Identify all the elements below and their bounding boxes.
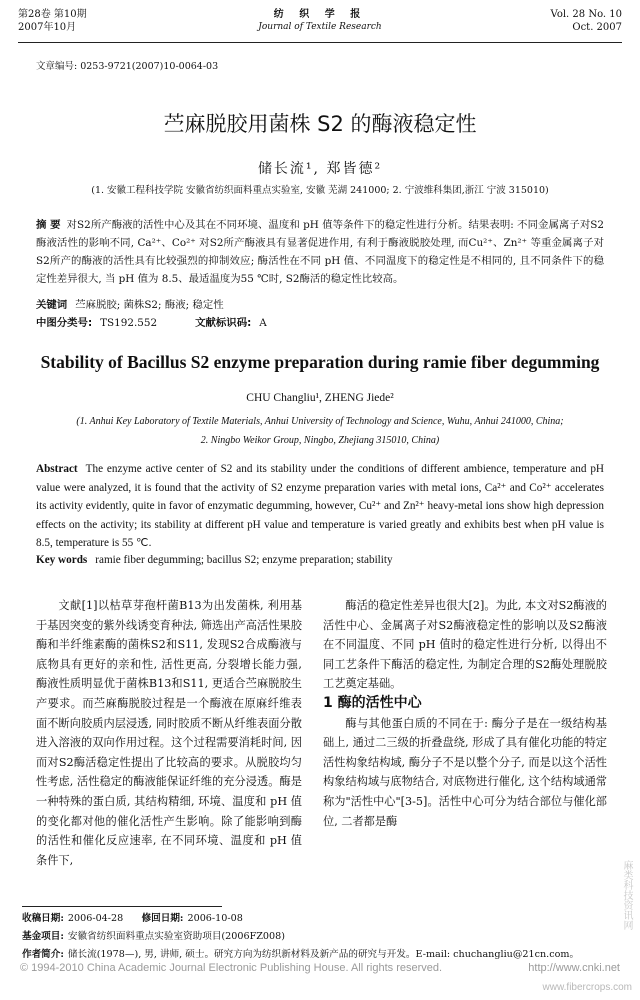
footnote-dates [22, 910, 618, 928]
article-number: 文章编号: 0253-9721(2007)10-0064-03 [36, 61, 219, 72]
header-center [18, 8, 622, 34]
affiliation-en [30, 412, 610, 450]
keywords-cn-label: 关键词 [36, 299, 68, 311]
authors-cn: 储长流¹, 郑皆德² [257, 161, 383, 177]
abstract-cn [36, 216, 604, 288]
abstract-cn-text: 对S2所产酶液的活性中心及其在不同环境、温度和 pH 值等条件下的稳定性进行分析。结果表明: 不同金属离子对S2酶液活性的影响不同, Ca²⁺、Co²⁺ 对S2所产酶液具有显著促进作用, 有利于酶液脱胶处理, 而Cu²⁺、Zn²⁺ 等重金属离子对S2所产的酶液的活性具有比较强烈的抑制效应; 酶活性在不同 pH 值、不同温度下的稳定性是不相同的, 且不同条件下的稳定性差异很大, 当 pH 值为 8.5、最适温度为55 ℃时, S2酶活的稳定性比较高。 [36, 219, 604, 285]
affiliation-cn: (1. 安徽工程科技学院 安徽省纺织面料重点实验室, 安徽 芜湖 241000; 2. 宁波维科集团,浙江 宁波 315010) [91, 185, 549, 196]
classification-label: 中图分类号: [36, 317, 93, 329]
watermark [608, 860, 636, 1000]
page-header [18, 8, 622, 46]
title-en: Stability of Bacillus S2 enzyme preparation during ramie fiber degumming [40, 352, 600, 372]
abstract-en-label: Abstract [36, 463, 78, 475]
revised-date: 2006-10-08 [187, 913, 243, 924]
copyright-line [20, 962, 620, 974]
authors-en: CHU Changliu¹, ZHENG Jiede² [246, 392, 394, 404]
watermark-text-cn: 麻类科技资讯网 [621, 860, 632, 930]
copyright-text: © 1994-2010 China Academic Journal Electronic Publishing House. All rights reserved. [20, 962, 443, 974]
abstract-en-text: The enzyme active center of S2 and its stability under the conditions of different ambience, temperature and pH value were analyzed, it is found that the activity of S2 enzyme preparation varies with metal ions, Ca²⁺ and Co²⁺ accelerates its activity evidently, quite in favor of enzymatic degumming, however, Cu²⁺ and Zn²⁺ heavy-metal ions show high depression effects on the activity; its stability at different pH value and temperature is varied greatly and exhibits best when pH value is 8.5, temperature is 55 ℃. [36, 463, 604, 550]
doc-code-label: 文献标识码: [195, 317, 252, 329]
body-paragraph: 酶活的稳定性差异也很大[2]。为此, 本文对S2酶液的活性中心、金属离子对S2酶液稳定性的影响以及S2酶液在不同温度、不同 pH 值时的稳定性进行分析, 以得出不同工艺条件下酶活的稳定性, 为制定合理的S2酶处理脱胶工艺奠定基础。 [323, 599, 607, 691]
header-rule [18, 42, 622, 43]
watermark-url: www.fibercrops.com [542, 982, 632, 993]
body-paragraph: 酶与其他蛋白质的不同在于: 酶分子是在一级结构基础上, 通过二三级的折叠盘绕, 形成了具有催化功能的特定活性构象结构域, 酶分子不是以整个分子, 而是以这个活性构象结构域与底物结合, 对底物进行催化, 这个结构域通常称为"活性中心"[3-5]。活性中心可分为结合部位与催化部位, 二者都是酶 [323, 716, 607, 828]
footnote-rule [22, 906, 222, 907]
footnote-fund [22, 928, 618, 946]
body-paragraph: 文献[1]以枯草芽孢杆菌B13为出发菌株, 利用基于基因突变的紫外线诱变育种法, 筛选出产高活性果胶酶和半纤维素酶的菌株S2和S11, 发现S2合成酶液与底物具有更好的亲和性, 活性更高, 分裂增长能力强, 酶液性质明显优于菌株B13和S11, 更适合苎麻脱胶生产要求。而苎麻酶脱胶过程是一个酶液在原麻纤维表面不断向胶质内层浸透, 同时胶质不断从纤维表面分散进入溶液的双向作用过程。这个过程需要消耗时间, 因而对S2酶活稳定性提出了比较高的要求。从脱胶均匀性考虑, 活性稳定的酶液能保证纤维的充分浸透。酶是一种特殊的蛋白质, 其结构精细, 环境、温度和 pH 值的变化都对他的催化活性产生影响。除了能影响到酶的活性和催化反应速率, 在不同环境、温度和 pH 值条件下, [36, 599, 302, 867]
journal-name-en: Journal of Textile Research [258, 22, 382, 32]
date-cn: 2007年10月 [18, 22, 77, 33]
doc-code-value: A [259, 317, 267, 329]
journal-name-cn: 纺 织 学 报 [273, 9, 367, 20]
author-bio-label: 作者简介: [22, 949, 64, 960]
keywords-cn-text: 苎麻脱胶; 菌株S2; 酶液; 稳定性 [75, 299, 224, 311]
body-left-column [36, 596, 302, 870]
received-date: 2006-04-28 [67, 913, 124, 924]
body-right-column [323, 596, 607, 831]
classification-cn [36, 314, 267, 329]
keywords-en-label: Key words [36, 554, 88, 566]
keywords-en [36, 554, 393, 566]
revised-label: 修回日期: [141, 913, 184, 924]
received-label: 收稿日期: [22, 913, 64, 924]
copyright-url: http://www.cnki.net [528, 962, 620, 974]
abstract-cn-label: 摘 要 [36, 219, 61, 231]
affiliation-en-line-1: (1. Anhui Key Laboratory of Textile Materials, Anhui University of Technology and Science, Wuhu, Anhui 241000, China; [76, 416, 564, 427]
author-bio-text: 储长流(1978—), 男, 讲师, 硕士。研究方向为纺织新材料及新产品的研究与开发。E-mail: chuchangliu@21cn.com。 [67, 949, 580, 960]
keywords-en-text: ramie fiber degumming; bacillus S2; enzyme preparation; stability [95, 554, 393, 566]
keywords-cn [36, 296, 224, 311]
abstract-en [36, 460, 604, 553]
classification-value: TS192.552 [100, 317, 158, 329]
section-heading: 1 酶的活性中心 [323, 694, 422, 711]
date-en: Oct. 2007 [572, 22, 622, 33]
title-cn: 苎麻脱胶用菌株 S2 的酶液稳定性 [163, 112, 477, 136]
fund-label: 基金项目: [22, 931, 64, 942]
affiliation-en-line-2: 2. Ningbo Weikor Group, Ningbo, Zhejiang 315010, China) [200, 435, 440, 446]
fund-text: 安徽省纺织面料重点实验室资助项目(2006FZ008) [67, 931, 285, 942]
volume-cn: 第28卷 第10期 [18, 9, 87, 20]
volume-en: Vol. 28 No. 10 [550, 9, 622, 20]
header-right [551, 8, 622, 34]
